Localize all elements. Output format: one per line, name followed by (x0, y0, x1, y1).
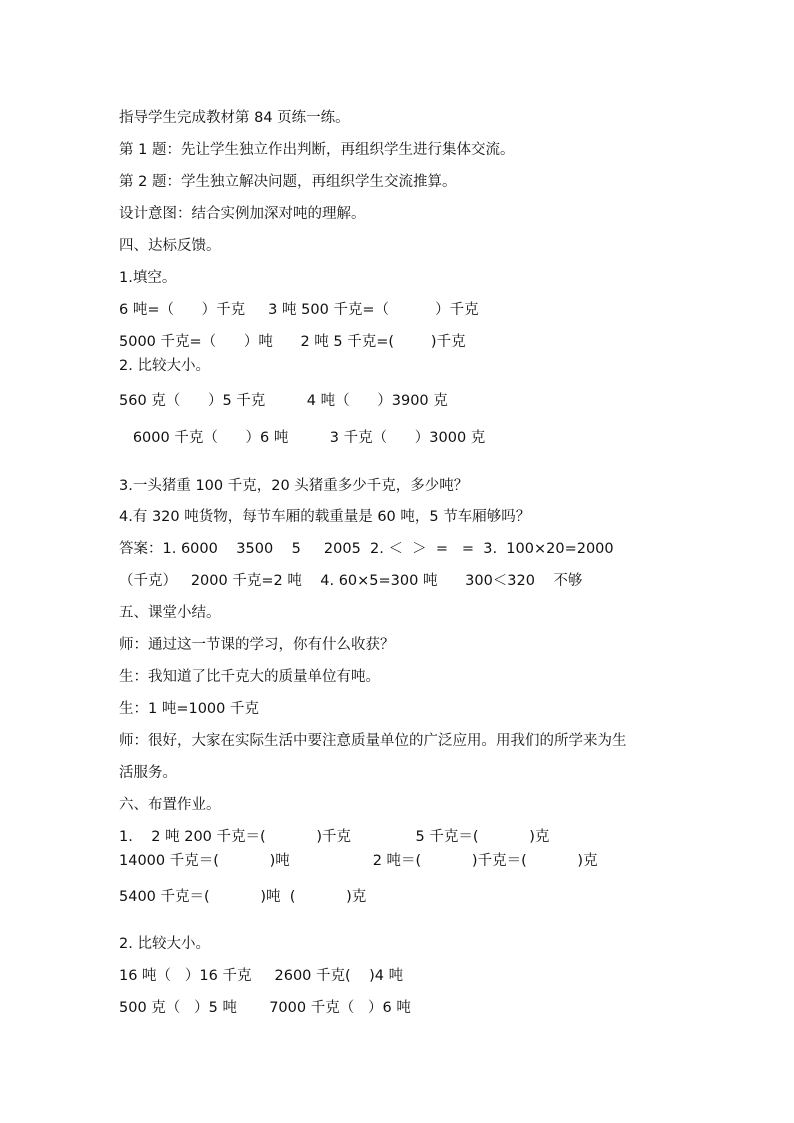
text-line: 设计意图：结合实例加深对吨的理解。 (119, 206, 366, 222)
text-line: 生：我知道了比千克大的质量单位有吨。 (119, 669, 380, 685)
text-line: 师：很好，大家在实际生活中要注意质量单位的广泛应用。用我们的所学来为生 (119, 733, 627, 749)
homework-line: 16 吨（ ）16 千克 2600 千克( )4 吨 (119, 968, 404, 984)
homework-line: 5400 千克＝( )吨 ( )克 (119, 889, 367, 905)
text-line: 2. 比较大小。 (119, 358, 210, 374)
section-heading: 五、课堂小结。 (119, 605, 221, 621)
exercise-line: 6 吨=（ ）千克 3 吨 500 千克=（ ）千克 (119, 302, 479, 318)
answer-line: （千克） 2000 千克=2 吨 4. 60×5=300 吨 300＜320 不够 (119, 573, 583, 589)
text-line: 指导学生完成教材第 84 页练一练。 (119, 110, 350, 126)
text-line: 第 2 题：学生独立解决问题，再组织学生交流推算。 (119, 174, 457, 190)
text-line: 1.填空。 (119, 270, 177, 286)
exercise-line: 560 克（ ）5 千克 4 吨（ ）3900 克 (119, 393, 448, 409)
text-line: 生：1 吨=1000 千克 (119, 701, 259, 717)
answer-line: 答案：1. 6000 3500 5 2005 2. ＜ ＞ = = 3. 100×20=2000 (119, 541, 614, 557)
homework-line: 500 克（ ）5 吨 7000 千克（ ）6 吨 (119, 1000, 411, 1016)
exercise-line: 5000 千克=（ ）吨 2 吨 5 千克=( )千克 (119, 334, 466, 350)
section-heading: 六、布置作业。 (119, 797, 221, 813)
text-line: 第 1 题：先让学生独立作出判断，再组织学生进行集体交流。 (119, 142, 515, 158)
homework-line: 1. 2 吨 200 千克＝( )千克 5 千克＝( )克 (119, 829, 550, 845)
exercise-line: 6000 千克（ ）6 吨 3 千克（ ）3000 克 (119, 430, 486, 446)
section-heading: 四、达标反馈。 (119, 238, 221, 254)
question-line: 4.有 320 吨货物，每节车厢的载重量是 60 吨，5 节车厢够吗？ (119, 509, 531, 525)
homework-line: 14000 千克＝( )吨 2 吨＝( )千克＝( )克 (119, 853, 598, 869)
text-line: 师：通过这一节课的学习，你有什么收获？ (119, 637, 395, 653)
text-line: 2. 比较大小。 (119, 936, 210, 952)
question-line: 3.一头猪重 100 千克，20 头猪重多少千克，多少吨？ (119, 478, 469, 494)
text-line: 活服务。 (119, 765, 177, 781)
